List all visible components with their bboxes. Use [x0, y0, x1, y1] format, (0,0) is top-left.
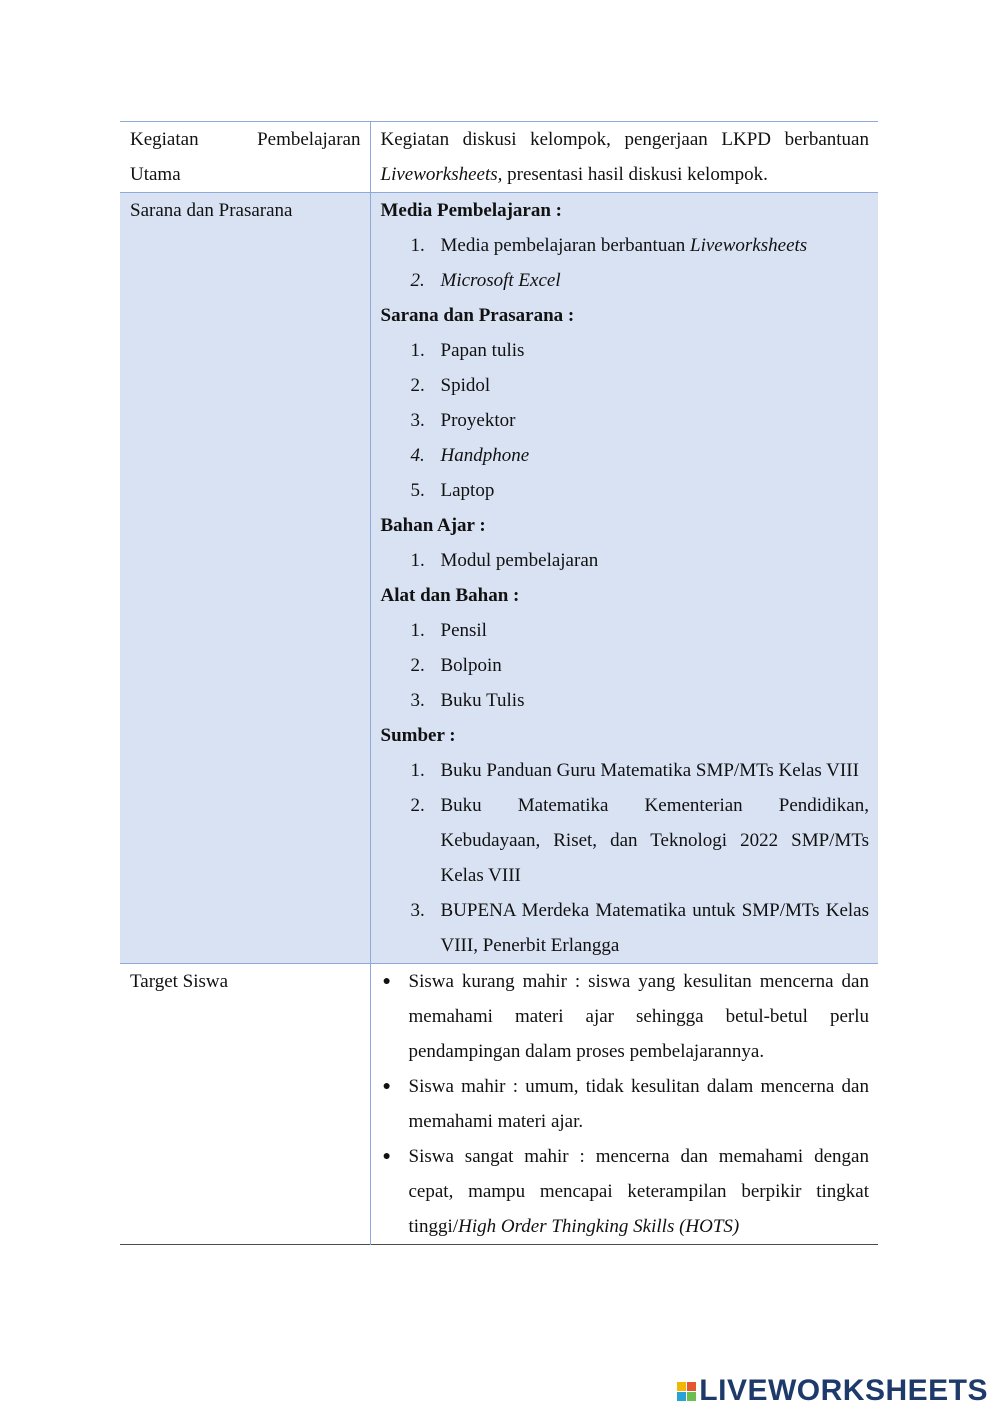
row-content: [370, 193, 878, 964]
section-heading: Bahan Ajar :: [380, 515, 486, 536]
label-line: Sarana dan Prasarana: [130, 200, 293, 221]
media-list: [381, 228, 870, 298]
row-content: [370, 122, 878, 193]
bullet-item: ● Siswa mahir : umum, tidak kesulitan dalam mencerna dan memahami materi ajar.: [381, 1069, 870, 1139]
bullet-icon: ●: [382, 1079, 391, 1094]
bullet-item: ● Siswa kurang mahir : siswa yang kesulitan mencerna dan memahami materi ajar sehingga betul-betul perlu pendampingan dalam proses pembelajarannya.: [381, 964, 870, 1069]
row-label: [120, 122, 370, 193]
list-item: 4. Handphone: [410, 445, 530, 466]
list-item: 2. Bolpoin: [410, 655, 502, 676]
section-heading: Sumber :: [380, 725, 456, 746]
section-heading: Sarana dan Prasarana :: [380, 305, 575, 326]
content-line: Kegiatan diskusi kelompok, pengerjaan LKPD berbantuan: [380, 129, 869, 150]
list-item: 1. Buku Panduan Guru Matematika SMP/MTs Kelas VIII: [410, 760, 859, 781]
alat-list: [381, 613, 870, 718]
list-item: 1. Papan tulis: [410, 340, 525, 361]
content-text: presentasi hasil diskusi kelompok.: [502, 164, 768, 185]
target-list: [381, 964, 870, 1244]
lesson-plan-table: [120, 121, 878, 1245]
sarpras-list: [381, 333, 870, 508]
label-line: Target Siswa: [130, 971, 229, 992]
list-item: 1. Pensil: [410, 620, 487, 641]
liveworksheets-logo: [677, 1374, 988, 1408]
bullet-icon: ●: [382, 974, 391, 989]
row-content: [370, 964, 878, 1245]
bullet-item: ● Siswa sangat mahir : mencerna dan memahami dengan cepat, mampu mencapai keterampilan berpikir tingkat tinggi/High Order Thingking Skills (HOTS): [381, 1139, 870, 1244]
sumber-list: [381, 753, 870, 963]
label-line: Kegiatan Pembelajaran: [130, 129, 361, 150]
list-item: 2. Spidol: [410, 375, 491, 396]
list-item: 5. Laptop: [410, 480, 495, 501]
list-item: 1. Media pembelajaran berbantuan Liveworksheets: [410, 235, 808, 256]
logo-mark-icon: [677, 1382, 696, 1401]
row-label: [120, 964, 370, 1245]
logo-text: LIVEWORKSHEETS: [699, 1374, 988, 1407]
section-heading: Alat dan Bahan :: [380, 585, 520, 606]
list-item: 3. Proyektor: [410, 410, 516, 431]
row-target: [120, 964, 878, 1245]
row-sarana: [120, 193, 878, 964]
list-item: 2. Microsoft Excel: [410, 270, 561, 291]
section-heading: Media Pembelajaran :: [380, 200, 563, 221]
bahan-list: [381, 543, 870, 578]
list-item: 2. Buku Matematika Kementerian Pendidikan, Kebudayaan, Riset, dan Teknologi 2022 SMP/MTs Kelas VIII: [410, 795, 869, 886]
list-item: 3. Buku Tulis: [410, 690, 525, 711]
row-label: [120, 193, 370, 964]
bullet-icon: ●: [382, 1149, 391, 1164]
italic-term: Liveworksheets,: [380, 164, 503, 185]
row-kegiatan: [120, 122, 878, 193]
content-line: [381, 157, 870, 192]
list-item: 1. Modul pembelajaran: [410, 550, 599, 571]
list-item: 3. BUPENA Merdeka Matematika untuk SMP/MTs Kelas VIII, Penerbit Erlangga: [410, 900, 869, 956]
label-line: Utama: [130, 164, 181, 185]
